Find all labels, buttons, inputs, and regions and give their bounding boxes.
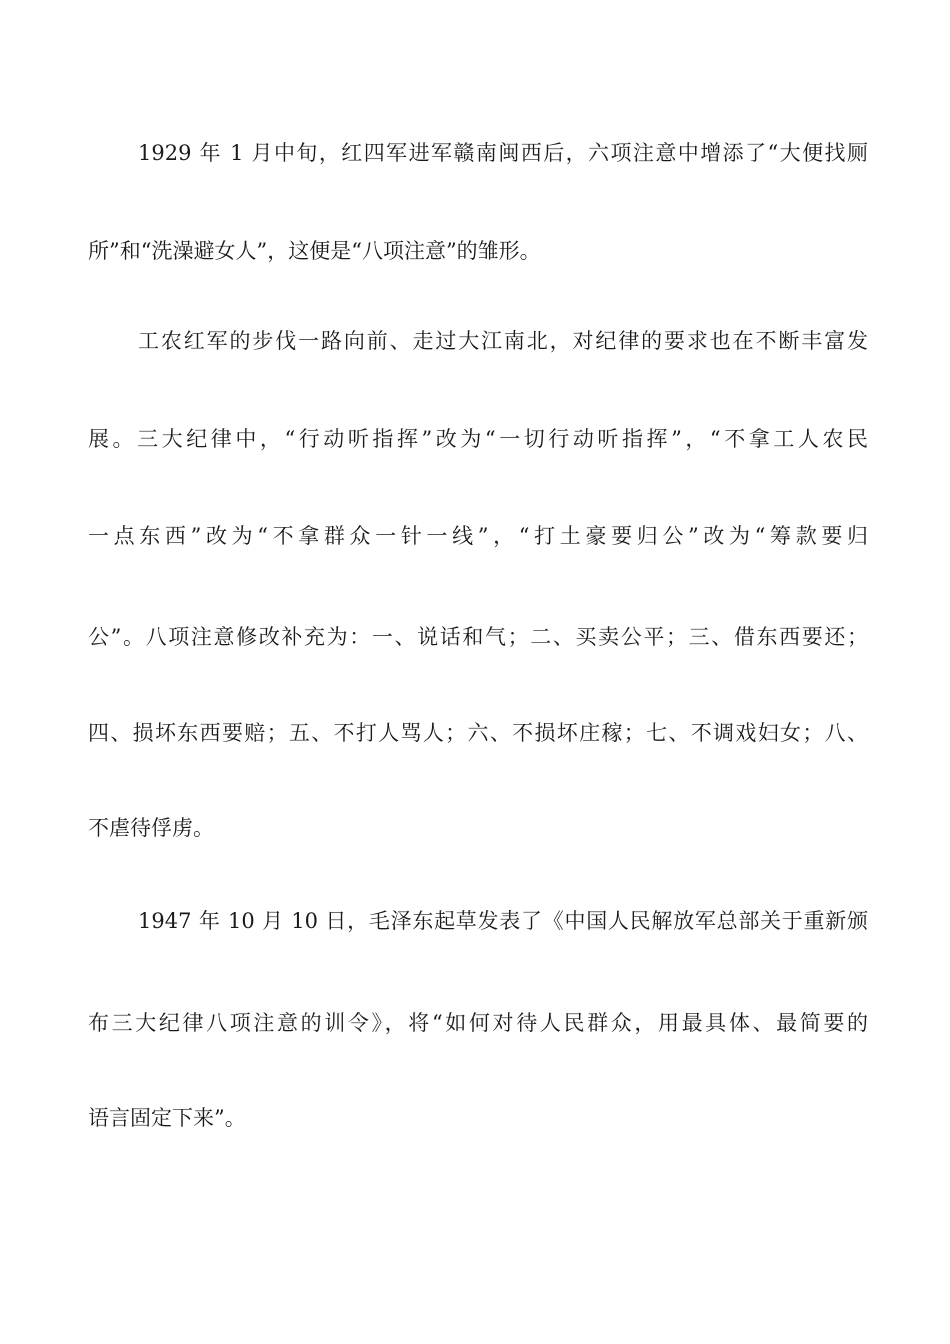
- paragraph-2-line-6: 不虐待俘虏。: [88, 816, 214, 840]
- paragraph-1-line-1: 1929 年 1 月中旬，红四军进军赣南闽西后，六项注意中增添了“大便找厕: [138, 141, 868, 165]
- paragraph-2-line-3: 一点东西”改为“不拿群众一针一线”，“打土豪要归公”改为“筹款要归: [88, 524, 868, 548]
- paragraph-2-line-5: 四、损坏东西要赔；五、不打人骂人；六、不损坏庄稼；七、不调戏妇女；八、: [88, 721, 868, 745]
- paragraph-1-line-2: 所”和“洗澡避女人”，这便是“八项注意”的雏形。: [88, 239, 541, 263]
- paragraph-2-line-1: 工农红军的步伐一路向前、走过大江南北，对纪律的要求也在不断丰富发: [138, 329, 868, 353]
- paragraph-2-line-2: 展。三大纪律中，“行动听指挥”改为“一切行动听指挥”，“不拿工人农民: [88, 427, 868, 451]
- paragraph-3-line-2: 布三大纪律八项注意的训令》，将“如何对待人民群众，用最具体、最简要的: [88, 1011, 868, 1035]
- paragraph-2-line-4: 公”。八项注意修改补充为：一、说话和气；二、买卖公平；三、借东西要还；: [88, 625, 868, 649]
- paragraph-3-line-1: 1947 年 10 月 10 日，毛泽东起草发表了《中国人民解放军总部关于重新颁: [138, 909, 868, 933]
- paragraph-3-line-3: 语言固定下来”。: [88, 1106, 246, 1130]
